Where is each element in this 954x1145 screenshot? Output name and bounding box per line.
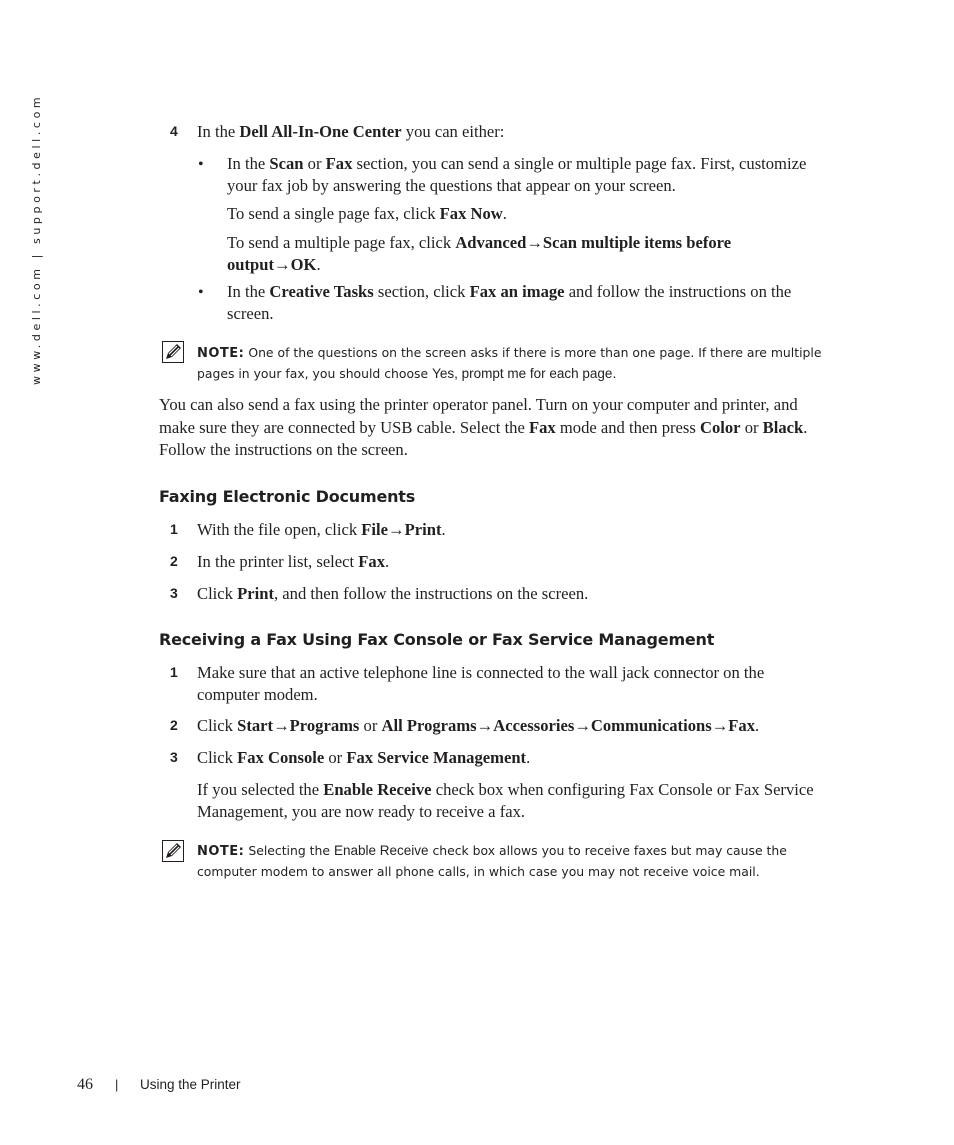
step-number: 3 [170,749,178,765]
single-page-instruction: To send a single page fax, click Fax Now. [227,204,507,223]
step-number: 3 [170,585,178,601]
page-number: 46 [77,1076,93,1093]
sidebar-url: www.dell.com | support.dell.com [30,93,43,385]
enable-receive-paragraph: If you selected the Enable Receive check box when configuring Fax Console or Fax Service Management, you are now ready to receive a fax. [197,780,814,821]
note-2: NOTE: Selecting the Enable Receive check box allows you to receive faxes but may cause the computer modem to answer all phone calls, in which case you may not receive voice mail. [197,843,787,879]
bullet-1-text: In the Scan or Fax section, you can send a single or multiple page fax. First, customize your fax job by answering the questions that appear on your screen. [227,154,807,195]
step-text: Click Start→Programs or All Programs→Accessories→Communications→Fax. [197,716,760,735]
step-text: Make sure that an active telephone line is connected to the wall jack connector on the computer modem. [197,663,765,704]
footer-separator: | [115,1077,119,1092]
step-number: 2 [170,553,178,569]
operator-panel-paragraph: You can also send a fax using the printer operator panel. Turn on your computer and printer, and make sure they are connected by USB cable. Select the Fax mode and then press Color or Black. Follow the instructions on the screen. [159,395,808,459]
step-text: With the file open, click File→Print. [197,520,446,539]
section-heading: Receiving a Fax Using Fax Console or Fax Service Management [159,630,715,649]
step-text: Click Fax Console or Fax Service Management. [197,748,531,767]
bullet: • [198,156,204,173]
footer-chapter-title: Using the Printer [140,1077,241,1092]
step-4-text: In the Dell All-In-One Center you can either: [197,122,505,141]
note-pencil-icon [162,341,184,363]
step-text: In the printer list, select Fax. [197,552,390,571]
step-text: Click Print, and then follow the instructions on the screen. [197,584,589,603]
step-number: 4 [170,123,178,139]
bullet-2-text: In the Creative Tasks section, click Fax an image and follow the instructions on the screen. [227,282,792,323]
step-number: 2 [170,717,178,733]
step-number: 1 [170,521,178,537]
note-pencil-icon [162,840,184,862]
step-number: 1 [170,664,178,680]
multi-page-instruction: To send a multiple page fax, click Advanced→Scan multiple items before output→OK. [227,233,732,274]
note-1: NOTE: One of the questions on the screen asks if there is more than one page. If there are multiple pages in your fax, you should choose Yes, prompt me for each page. [197,345,822,381]
bullet: • [198,284,204,301]
section-heading: Faxing Electronic Documents [159,487,416,506]
